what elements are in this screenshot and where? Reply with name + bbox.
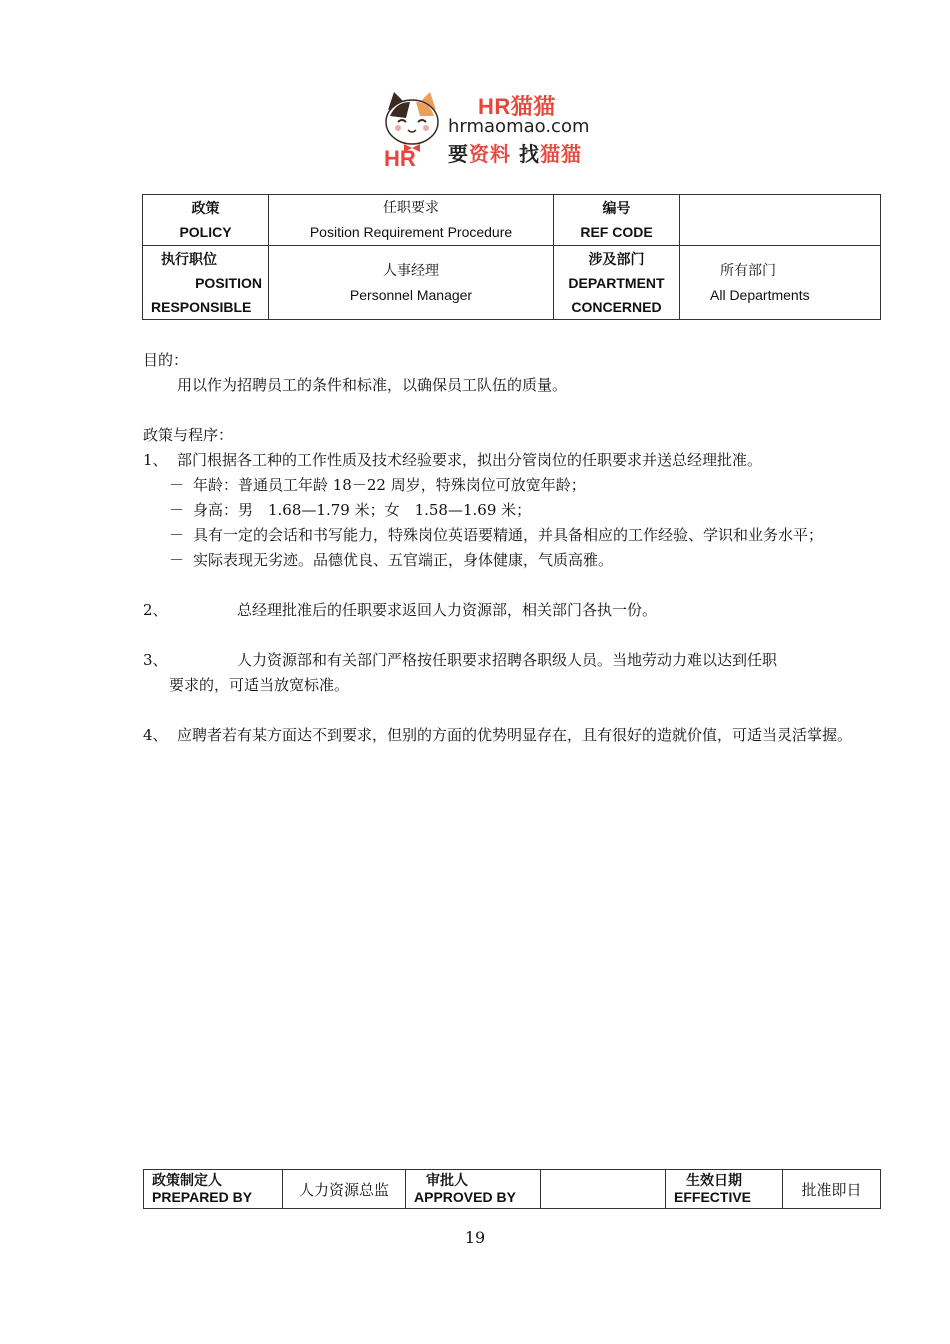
department-value-cell: 所有部门 All Departments — [680, 246, 881, 320]
requirement-age: － 年龄：普通员工年龄 18－22 周岁，特殊岗位可放宽年龄； — [169, 476, 586, 494]
requirement-language: － 具有一定的会话和书写能力，特殊岗位英语要精通，并具备相应的工作经验、学识和业务水平； — [169, 526, 824, 544]
brand-slogan: 要资料 找猫猫 — [448, 142, 582, 166]
position-label-cell: 执行职位 POSITION RESPONSIBLE — [143, 246, 269, 320]
policy-label-cell: 政策 POLICY — [143, 195, 269, 246]
department-label-cell: 涉及部门 DEPARTMENT CONCERNED — [554, 246, 680, 320]
requirement-conduct: － 实际表现无劣迹。品德优良、五官端正，身体健康，气质高雅。 — [169, 551, 614, 569]
position-value-cell: 人事经理 Personnel Manager — [269, 246, 554, 320]
effective-label: 生效日期 EFFECTIVE — [666, 1170, 783, 1209]
brand-logo — [376, 88, 616, 170]
approved-by-value — [541, 1170, 666, 1209]
procedure-title: 政策与程序： — [143, 426, 234, 444]
ref-code-value-cell — [680, 195, 881, 246]
hr-mark: HR — [384, 146, 416, 170]
approval-footer-table — [143, 1169, 881, 1209]
prepared-by-label: 政策制定人 PREPARED BY — [144, 1170, 283, 1209]
policy-value-cell: 任职要求 Position Requirement Procedure — [269, 195, 554, 246]
ref-code-label-cell: 编号 REF CODE — [554, 195, 680, 246]
policy-header-table — [142, 194, 881, 320]
page-number: 19 — [464, 1228, 486, 1247]
procedure-item-1: 1、 部门根据各工种的工作性质及技术经验要求，拟出分管岗位的任职要求并送总经理批准。 — [143, 451, 763, 469]
approved-by-label: 审批人 APPROVED BY — [406, 1170, 541, 1209]
cat-mascot-icon — [376, 88, 448, 170]
procedure-item-2: 2、 总经理批准后的任职要求返回人力资源部，相关部门各执一份。 — [143, 601, 658, 619]
purpose-title: 目的： — [143, 351, 189, 369]
purpose-text: 用以作为招聘员工的条件和标准，以确保员工队伍的质量。 — [177, 376, 568, 394]
brand-name: HR猫猫 — [478, 94, 556, 119]
brand-domain: hrmaomao.com — [448, 116, 590, 137]
procedure-item-4: 4、 应聘者若有某方面达不到要求，但别的方面的优势明显存在，且有很好的造就价值，可适当灵活掌握。 — [143, 726, 853, 744]
document-body — [143, 348, 853, 748]
prepared-by-value: 人力资源总监 — [283, 1170, 406, 1209]
effective-value: 批准即日 — [783, 1170, 881, 1209]
procedure-item-3: 3、 人力资源部和有关部门严格按任职要求招聘各职级人员。当地劳动力难以达到任职 要求的，可适当放宽标准。 — [143, 651, 778, 694]
requirement-height: － 身高：男 1.68—1.79 米；女 1.58—1.69 米； — [169, 501, 532, 519]
